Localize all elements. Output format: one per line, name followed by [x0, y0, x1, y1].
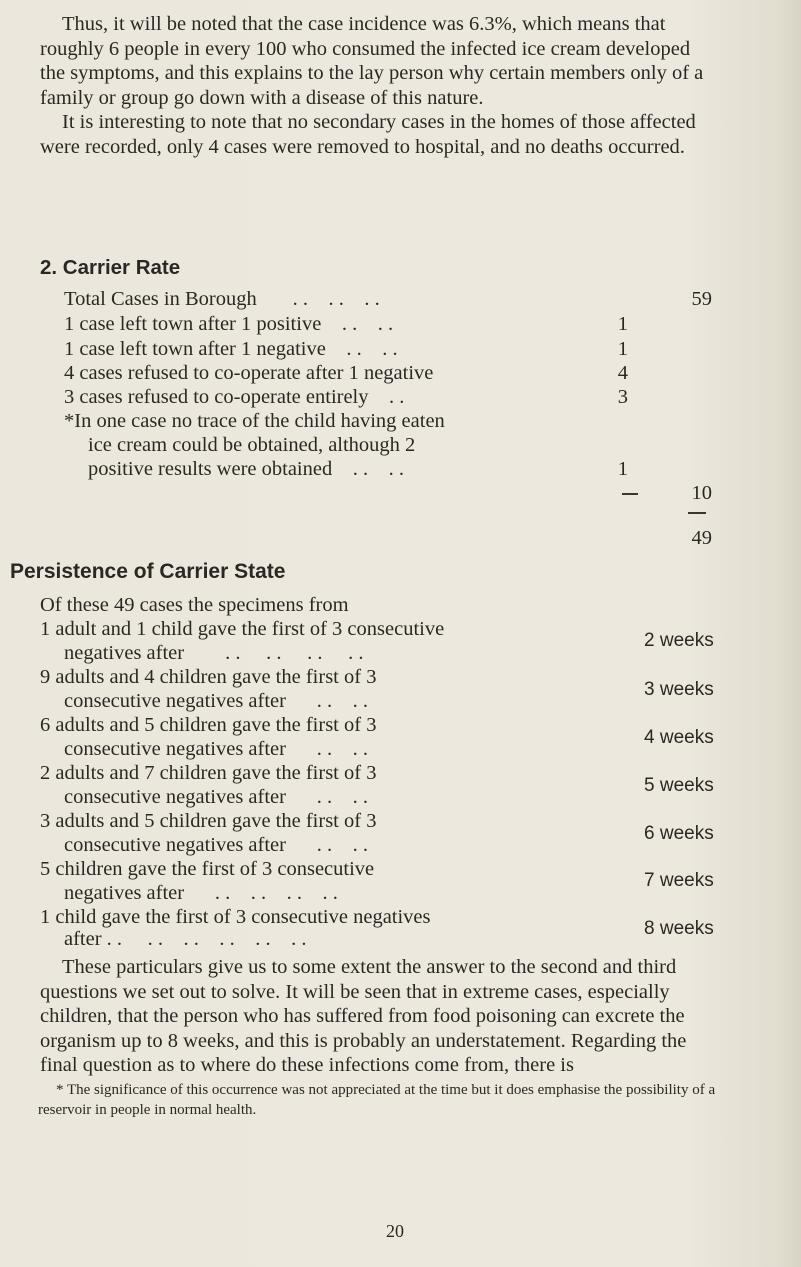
carrier-item-label: *In one case no trace of the child having eaten [64, 410, 445, 432]
persistence-row-line1: 9 adults and 4 children gave the first of 3 [40, 666, 377, 688]
subtotal-dash [622, 493, 638, 495]
carrier-item-value: 1 [617, 458, 628, 480]
persistence-row-line1: 5 children gave the first of 3 consecutive [40, 858, 375, 880]
persistence-weeks: 5 weeks [644, 775, 714, 796]
carrier-item-label: 4 cases refused to co-operate after 1 negative [64, 362, 434, 384]
carrier-item-value: 4 [617, 362, 628, 384]
persistence-weeks: 2 weeks [644, 630, 714, 651]
intro-paragraph-2: It is interesting to note that no secondary cases in the homes of those affected were recorded, only 4 cases were removed to hospital, and no deaths occurred. [40, 111, 696, 158]
total-cases-label: Total Cases in Borough . . . . . . [64, 288, 380, 310]
carrier-item-value: 1 [617, 313, 628, 335]
persistence-row-line1: 1 child gave the first of 3 consecutive negatives [40, 906, 431, 928]
carrier-item-label: positive results were obtained . . . . [88, 458, 404, 480]
total-cases-value: 59 [691, 288, 712, 310]
carrier-rate-heading: 2. Carrier Rate [40, 256, 181, 279]
persistence-row-line2: after . . . . . . . . . . . . [64, 928, 307, 950]
persistence-heading: Persistence of Carrier State [10, 560, 286, 583]
page-number: 20 [386, 1221, 404, 1241]
persistence-row-line2: consecutive negatives after . . . . [64, 834, 368, 856]
carrier-item-label: 1 case left town after 1 positive . . . . [64, 313, 394, 335]
subtotal-rule [688, 512, 706, 514]
persistence-weeks: 3 weeks [644, 679, 714, 700]
persistence-row-line1: 1 adult and 1 child gave the first of 3 consecutive [40, 618, 445, 640]
persistence-row-line1: 3 adults and 5 children gave the first of 3 [40, 810, 377, 832]
footnote: * The significance of this occurrence was not appreciated at the time but it does emphasise the possibility of a reservoir in people in normal health. [38, 1082, 716, 1118]
persistence-row-line2: consecutive negatives after . . . . [64, 690, 368, 712]
intro-paragraph-1: Thus, it will be noted that the case incidence was 6.3%, which means that roughly 6 people in every 100 who consumed the infected ice cream developed the symptoms, and this explains to the lay person why certain members only of a family or group go down with a disease of this nature. [40, 13, 704, 109]
persistence-row-line2: consecutive negatives after . . . . [64, 738, 368, 760]
persistence-weeks: 8 weeks [644, 918, 714, 939]
carrier-item-label: 1 case left town after 1 negative . . . . [64, 338, 398, 360]
conclusion-paragraph: These particulars give us to some extent the answer to the second and third questions we set out to solve. It will be seen that in extreme cases, especially children, that the person who has suffered from food poisoning can excrete the organism up to 8 weeks, and this is probably an understatement. Regarding the final question as to where do these infections come from, there is [40, 956, 687, 1076]
persistence-row-line1: 6 adults and 5 children gave the first of 3 [40, 714, 377, 736]
persistence-weeks: 4 weeks [644, 727, 714, 748]
persistence-row-line2: negatives after . . . . . . . . [64, 882, 338, 904]
carrier-item-label: ice cream could be obtained, although 2 [88, 434, 416, 456]
persistence-weeks: 6 weeks [644, 823, 714, 844]
carrier-item-value: 1 [617, 338, 628, 360]
carrier-item-value: 3 [617, 386, 628, 408]
remaining-value: 49 [691, 527, 712, 549]
subtotal-value: 10 [691, 482, 712, 504]
persistence-weeks: 7 weeks [644, 870, 714, 891]
carrier-item-label: 3 cases refused to co-operate entirely . . [64, 386, 405, 408]
persistence-row-line1: 2 adults and 7 children gave the first of 3 [40, 762, 377, 784]
persistence-row-line2: consecutive negatives after . . . . [64, 786, 368, 808]
persistence-row-line2: negatives after . . . . . . . . [64, 642, 364, 664]
persistence-intro: Of these 49 cases the specimens from [40, 594, 349, 616]
